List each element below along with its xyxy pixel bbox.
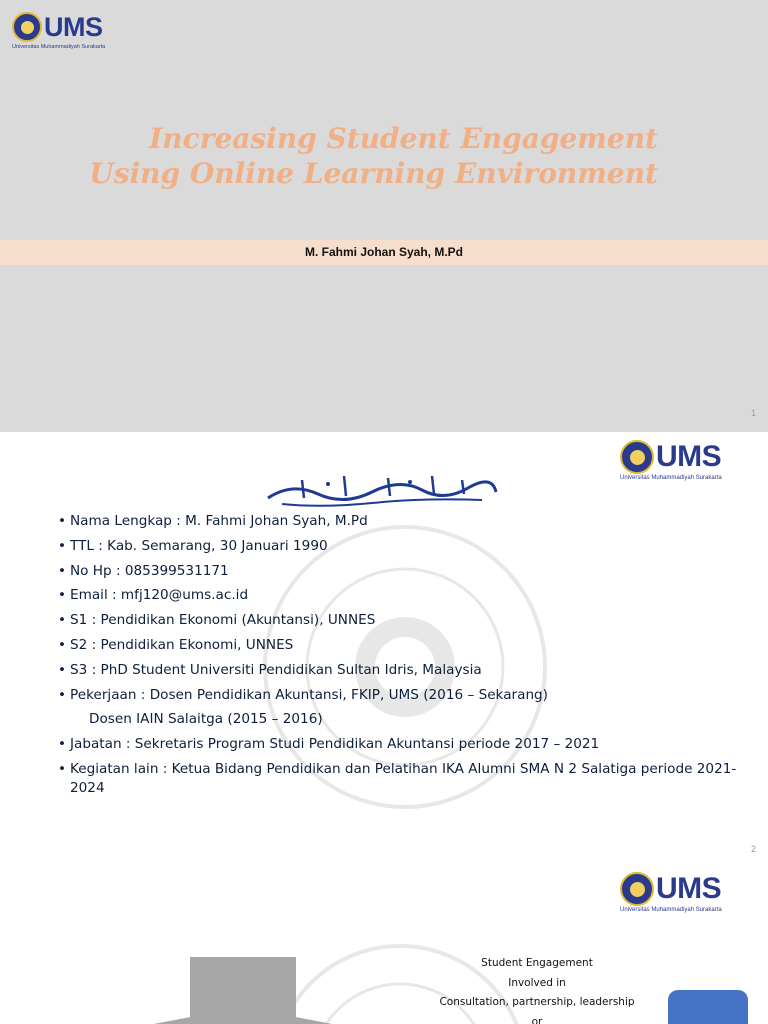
engagement-types: Consultation, partnership, leadership (439, 996, 635, 1008)
slide-3[interactable] (0, 860, 768, 1024)
logo-subtitle: Universitas Muhammadiyah Surakarta (620, 907, 722, 913)
bio-item-pekerjaan-continuation: Dosen IAIN Salaitga (2015 – 2016) (89, 711, 323, 728)
ums-seal-icon (620, 440, 654, 474)
engagement-involved: Involved in (508, 977, 566, 989)
ums-logo (12, 12, 105, 50)
blue-rounded-box (668, 990, 748, 1024)
slide-title-line-2: Using Online Learning Environment (89, 157, 658, 190)
slide-number: 1 (750, 408, 756, 418)
bio-item-s2: • S2 : Pendidikan Ekonomi, UNNES (58, 636, 738, 656)
slide-2[interactable] (0, 432, 768, 860)
ums-seal-icon (620, 872, 654, 906)
slide-1[interactable] (0, 0, 768, 432)
bismillah-calligraphy-icon (262, 470, 502, 510)
logo-subtitle: Universitas Muhammadiyah Surakarta (12, 44, 106, 50)
ums-logo (620, 872, 722, 913)
bio-item-pekerjaan: • Pekerjaan : Dosen Pendidikan Akuntansi, FKIP, UMS (2016 – Sekarang) (58, 686, 738, 706)
logo-subtitle: Universitas Muhammadiyah Surakarta (620, 475, 722, 481)
bio-item-kegiatan: • Kegiatan lain : Ketua Bidang Pendidikan dan Pelatihan IKA Alumni SMA N 2 Salatiga periode 2021-2024 (58, 760, 738, 799)
bio-item-s1: • S1 : Pendidikan Ekonomi (Akuntansi), UNNES (58, 611, 738, 631)
ums-logo (620, 440, 722, 481)
biodata-list (58, 512, 738, 804)
logo-text: UMS (44, 12, 103, 42)
bio-item-email: • Email : mfj120@ums.ac.id (58, 586, 738, 606)
author-band (0, 240, 768, 265)
ums-seal-icon (12, 12, 42, 42)
engagement-or: or (531, 1016, 543, 1024)
bio-item-ttl: • TTL : Kab. Semarang, 30 Januari 1990 (58, 537, 738, 557)
bio-item-s3: • S3 : PhD Student Universiti Pendidikan Sultan Idris, Malaysia (58, 661, 738, 681)
slide-number: 2 (750, 844, 756, 854)
bio-item-nama: • Nama Lengkap : M. Fahmi Johan Syah, M.Pd (58, 512, 738, 532)
logo-text: UMS (656, 440, 722, 473)
engagement-heading: Student Engagement (481, 957, 593, 969)
author-name: M. Fahmi Johan Syah, M.Pd (304, 245, 464, 259)
bio-item-jabatan: • Jabatan : Sekretaris Program Studi Pendidikan Akuntansi periode 2017 – 2021 (58, 735, 738, 755)
slide-title-line-1: Increasing Student Engagement (149, 122, 658, 155)
bio-item-phone: • No Hp : 085399531171 (58, 562, 738, 582)
gray-arrow-body (190, 957, 296, 1024)
logo-text: UMS (656, 872, 722, 905)
